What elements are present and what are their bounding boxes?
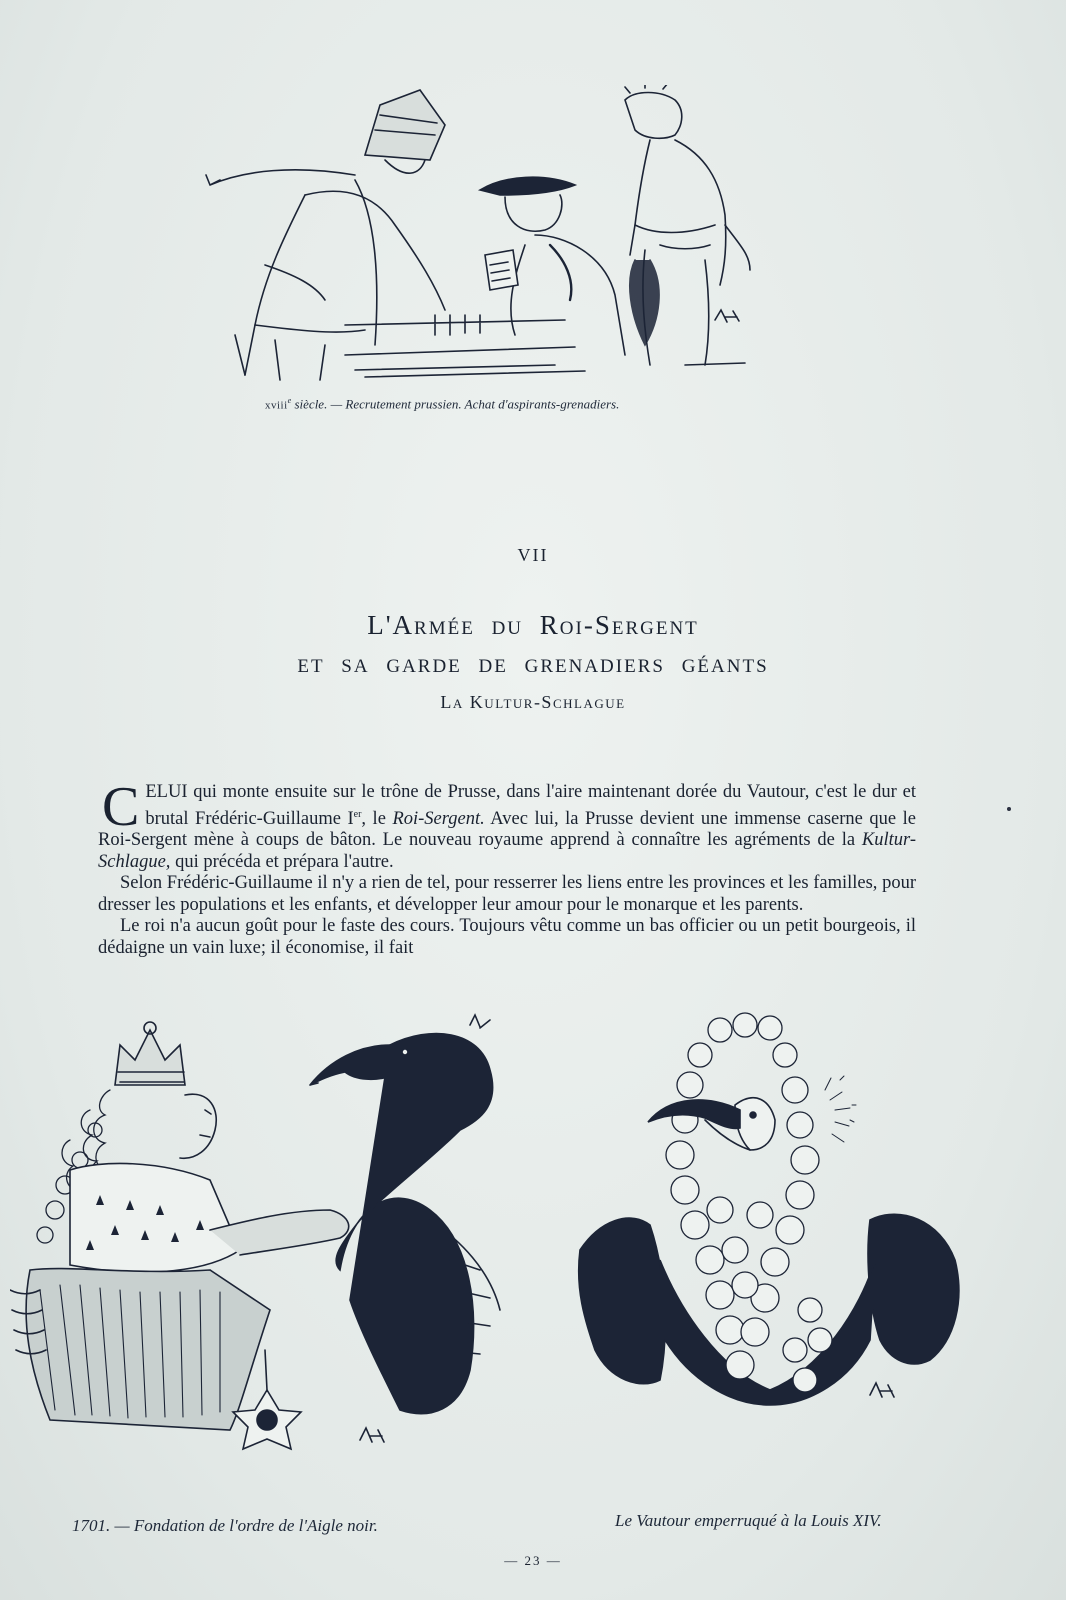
recruitment-drawing [205, 85, 770, 385]
paragraph-2: Selon Frédéric-Guillaume il n'y a rien de tel, pour resserrer les liens entre les provinces et les familles, pour dresser les populations et les enfants, et développer leur amour pour le monarque et les parents. [98, 873, 916, 915]
chapter-title-line2: et sa garde de grenadiers géants [297, 648, 769, 678]
paragraph-3: Le roi n'a aucun goût pour le faste des cours. Toujours vêtu comme un bas officier ou un petit bourgeois, il dédaigne un vain luxe; il économise, il fait [98, 916, 916, 958]
caption-black-eagle-order: 1701. — Fondation de l'ordre de l'Aigle noir. [72, 1516, 378, 1535]
chapter-subtitle: La Kultur-Schlague [440, 692, 626, 712]
drop-cap: C [102, 776, 140, 838]
caption-wigged-vulture: Le Vautour emperruqué à la Louis XIV. [615, 1511, 882, 1530]
wigged-vulture-drawing [570, 1010, 990, 1440]
page-number: — 23 — [504, 1553, 562, 1568]
illustration-black-eagle-order [10, 1010, 510, 1470]
chapter-number: VII [517, 545, 549, 565]
paragraph-1: CELUI qui monte ensuite sur le trône de Prusse, dans l'aire maintenant dorée du Vautour, c'est le dur et brutal Frédéric-Guillaume Ier, le Roi-Sergent. Avec lui, la Prusse devient une immense caserne que le Roi-Sergent mène à coups de bâton. Le nouveau royaume apprend à connaître les agréments de la Kultur-Schlague, qui précéda et prépara l'autre. [98, 776, 916, 872]
illustration-recruitment [205, 85, 770, 385]
caption-recruitment: xviii$^e$ siècle. — Recrutement prussien. Achat d'aspirants-grenadiers. [265, 396, 620, 412]
illustration-wigged-vulture [570, 1010, 990, 1440]
black-eagle-drawing [10, 1010, 510, 1470]
chapter-title-line1: L'Armée du Roi-Sergent [367, 610, 699, 640]
speck [1007, 807, 1011, 811]
chapter-body [98, 776, 916, 959]
